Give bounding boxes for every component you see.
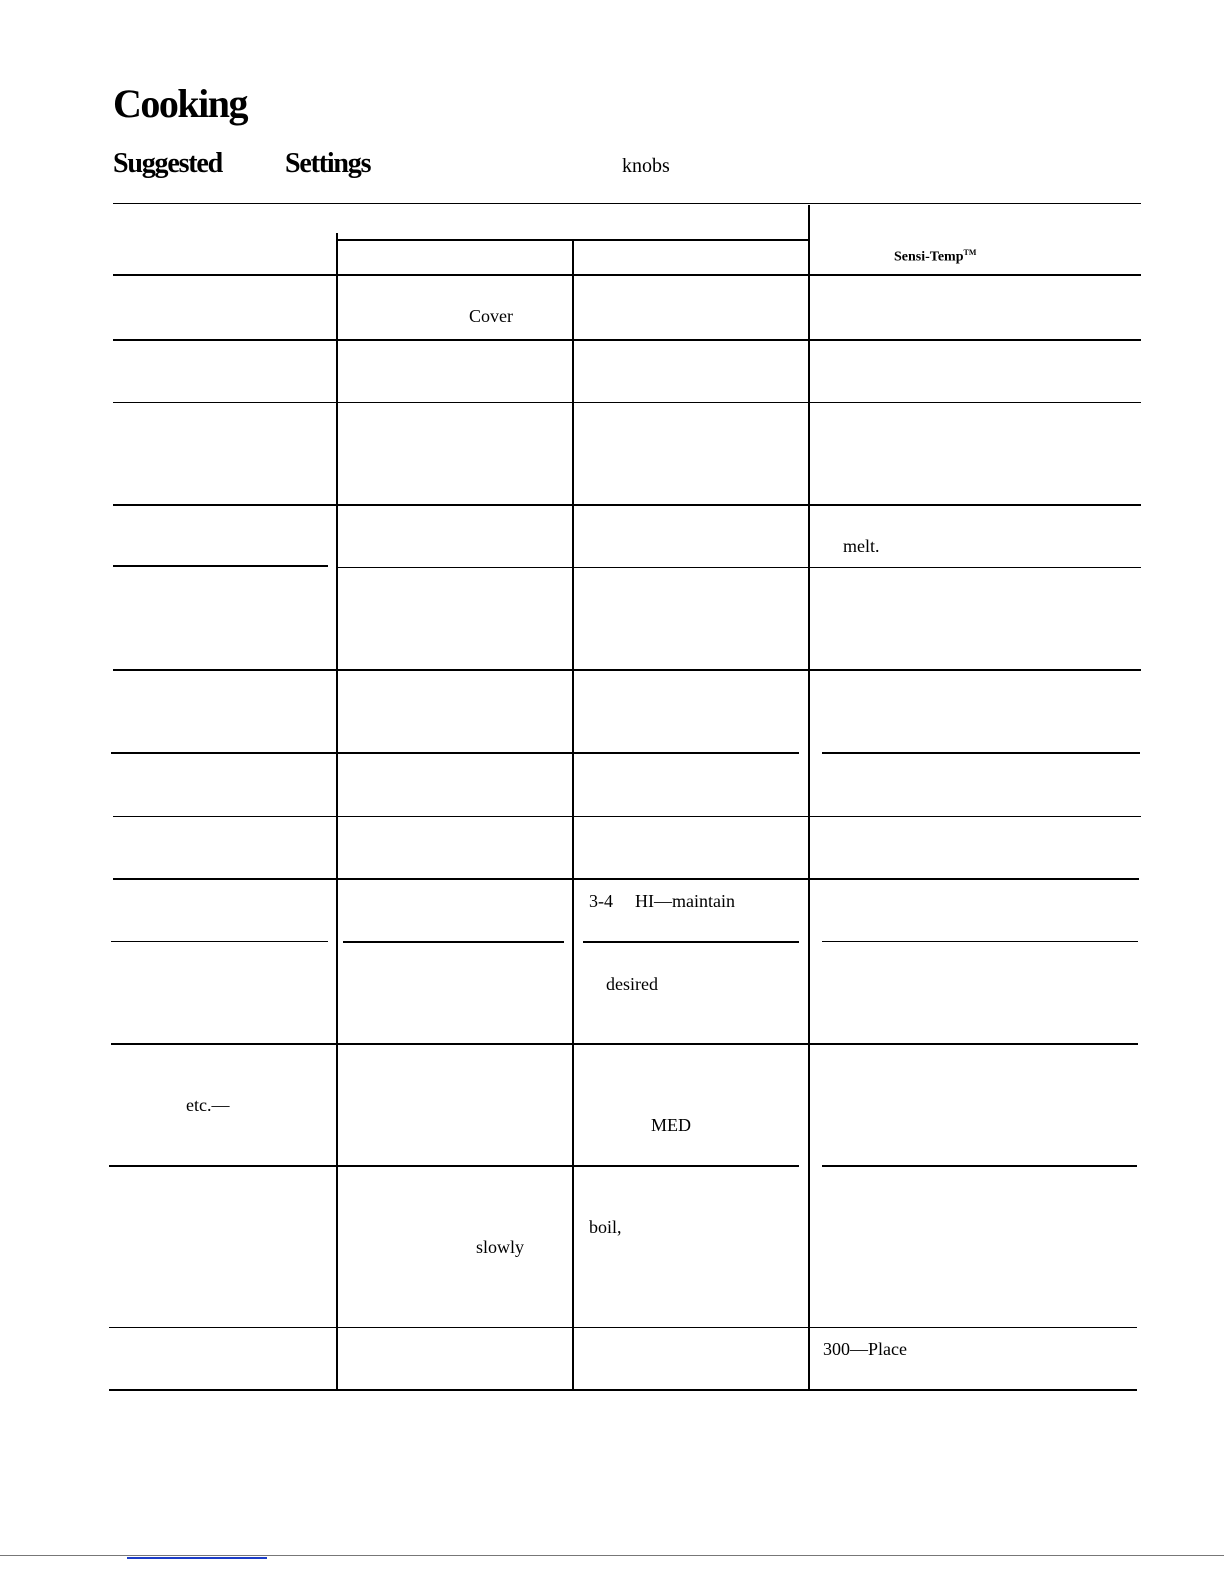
row-rule <box>109 1327 1137 1328</box>
table-cell: etc.— <box>186 1095 230 1115</box>
table-cell: 300—Place <box>823 1339 907 1359</box>
table-cell: HI—maintain <box>635 891 735 911</box>
trademark-mark: TM <box>963 248 977 257</box>
row-rule <box>583 941 799 943</box>
table-cell: boil, <box>589 1217 622 1237</box>
row-rule <box>338 567 1141 568</box>
row-rule <box>822 941 1138 942</box>
row-rule <box>113 339 1141 341</box>
column-rule <box>572 239 574 1390</box>
table-cell: desired <box>606 974 658 994</box>
column-rule <box>808 205 810 1390</box>
row-rule <box>113 669 1141 671</box>
subtitle-settings: Settings <box>285 148 371 179</box>
subtitle-knobs: knobs <box>622 155 670 177</box>
row-rule <box>111 941 328 942</box>
column-rule <box>336 233 338 1390</box>
table-top-rule <box>113 203 1141 204</box>
header-bottom-rule <box>113 274 1141 276</box>
table-cell: melt. <box>843 536 880 556</box>
subtitle-suggested: Suggested <box>113 148 222 179</box>
page-title: Cooking <box>113 81 247 126</box>
row-rule <box>822 1165 1137 1167</box>
table-bottom-rule <box>109 1389 1137 1391</box>
row-rule <box>113 504 1141 506</box>
footer-link-underline[interactable] <box>127 1557 267 1559</box>
row-rule <box>113 565 328 567</box>
sensi-temp-header <box>894 248 976 266</box>
row-rule <box>113 878 1139 880</box>
row-rule <box>113 402 1141 403</box>
table-cell: slowly <box>476 1237 525 1257</box>
row-rule <box>113 816 1141 817</box>
row-rule <box>109 1165 799 1167</box>
row-rule <box>111 1043 1138 1045</box>
row-rule <box>111 752 799 754</box>
table-cell: Cover <box>469 306 513 326</box>
footer-divider <box>0 1555 1224 1556</box>
row-rule <box>343 941 564 943</box>
sensi-temp-label: Sensi-Temp <box>894 249 964 265</box>
table-cell: MED <box>651 1115 691 1135</box>
row-rule <box>822 752 1140 754</box>
table-cell: 3-4 <box>589 891 613 911</box>
